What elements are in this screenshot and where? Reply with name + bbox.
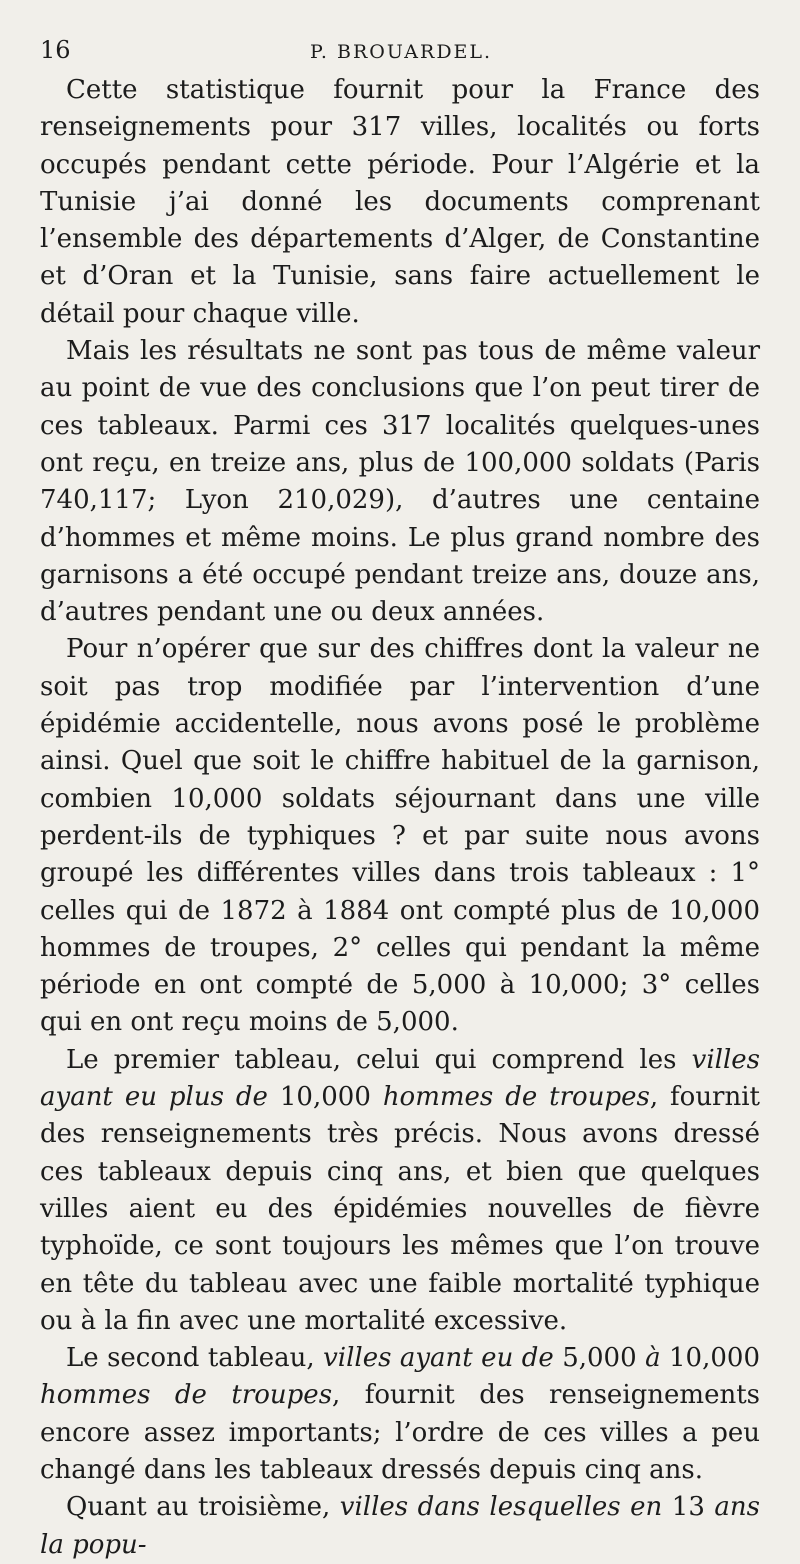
paragraph-6 xyxy=(40,1489,760,1564)
paragraph-2-text: Mais les résultats ne sont pas tous de même valeur au point de vue des conclusions que l’on peut tirer de ces tableaux. Parmi ces 317 localités quelques-unes ont reçu, en treize ans, plus de 100,000 soldats (Paris 740,117; Lyon 210,029), d’autres une centaine d’hommes et même moins. Le plus grand nombre des garnisons a été occupé pendant treize ans, douze ans, d’autres pendant une ou deux années. xyxy=(40,336,760,628)
paragraph-4-italic: hommes de troupes xyxy=(382,1082,650,1113)
paragraph-2 xyxy=(40,333,760,631)
paragraph-5-text: Le second tableau, xyxy=(66,1343,324,1374)
paragraph-6-text: Quant au troisième, xyxy=(66,1492,340,1523)
page-header xyxy=(40,36,760,72)
paragraph-1-text: Cette statistique fournit pour la France des renseignements pour 317 villes, localités ou forts occupés pendant cette période. Pour l’Algérie et la Tunisie j’ai donné les documents comprenant l’ensemble des départements d’Alger, de Constantine et d’Oran et la Tunisie, sans faire actuellement le détail pour chaque ville. xyxy=(40,75,760,329)
paragraph-6-italic: ans la popu- xyxy=(40,1492,760,1560)
paragraph-6-italic: villes dans lesquelles en xyxy=(339,1492,663,1523)
body-text xyxy=(40,72,760,1564)
running-head: P. BROUARDEL. xyxy=(310,41,493,63)
paragraph-1 xyxy=(40,72,760,333)
paragraph-5 xyxy=(40,1340,760,1489)
paragraph-5-italic: hommes de troupes xyxy=(40,1380,333,1411)
paragraph-4-text: 10,000 xyxy=(267,1082,383,1113)
paragraph-3-text: Pour n’opérer que sur des chiffres dont la valeur ne soit pas trop modifiée par l’intervention d’une épidémie accidentelle, nous avons posé le problème ainsi. Quel que soit le chiffre habituel de la garnison, combien 10,000 soldats séjournant dans une ville perdent-ils de typhiques ? et par suite nous avons groupé les différentes villes dans trois tableaux : 1° celles qui de 1872 à 1884 ont compté plus de 10,000 hommes de troupes, 2° celles qui pendant la même période en ont compté de 5,000 à 10,000; 3° celles qui en ont reçu moins de 5,000. xyxy=(40,634,760,1038)
paragraph-5-italic: villes ayant eu de xyxy=(323,1343,554,1374)
paragraph-4-italic: villes ayant eu plus de xyxy=(40,1044,760,1113)
paragraph-5-text: , fournit des renseignements encore assez importants; l’ordre de ces villes a peu changé dans les tableaux dressés depuis cinq ans. xyxy=(40,1380,760,1485)
paragraph-5-italic: à xyxy=(645,1343,661,1374)
paragraph-4-text: , fournit des renseignements très précis. Nous avons dressé ces tableaux depuis cinq ans, et bien que quelques villes aient eu des épidémies nouvelles de fièvre typhoïde, ce sont toujours les mêmes que l’on trouve en tête du tableau avec une faible mortalité typhique ou à la fin avec une mortalité excessive. xyxy=(40,1082,760,1336)
paragraph-5-text: 10,000 xyxy=(660,1343,760,1374)
paragraph-4 xyxy=(40,1042,760,1340)
paragraph-5-text: 5,000 xyxy=(553,1343,646,1374)
paragraph-3 xyxy=(40,631,760,1041)
paragraph-4-text: Le premier tableau, celui qui comprend les xyxy=(66,1044,692,1075)
page-number: 16 xyxy=(40,36,71,64)
paragraph-6-text: 13 xyxy=(662,1492,715,1523)
